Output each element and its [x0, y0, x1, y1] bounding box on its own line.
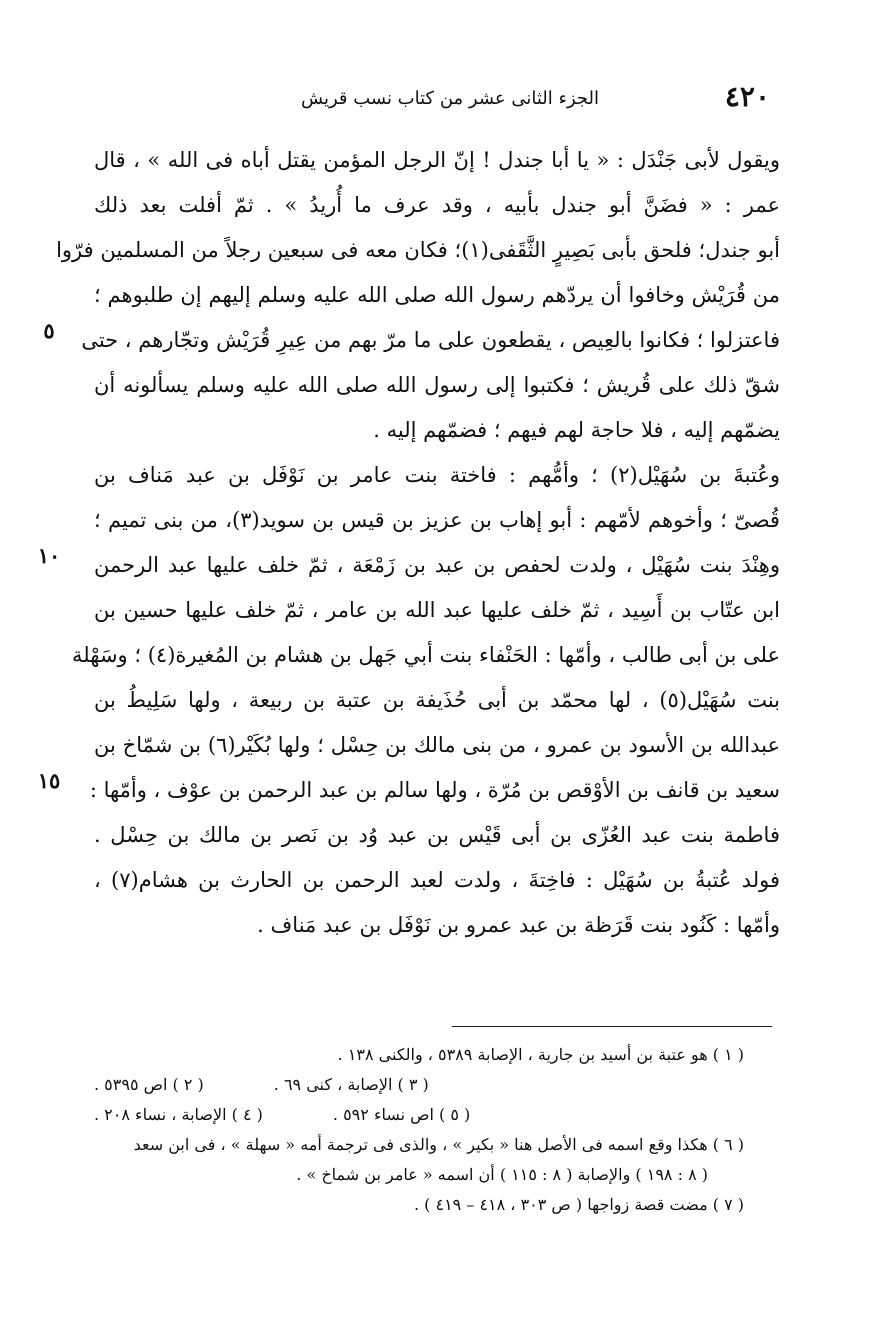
line-number-5: ٥: [43, 318, 55, 343]
text-line: يضمّهم إليه ، فلا حاجة لهم فيهم ؛ فضمّهم إليه .: [373, 418, 780, 442]
footnotes: [94, 1040, 744, 1220]
text-line: فاعتزلوا ؛ فكانوا بالعِيص ، يقطعون على ما مرّ بهم من عِيرِ قُرَيْش وتجّارهم ، حتى: [81, 328, 780, 352]
text-line: أبو جندل؛ فلحق بأبى بَصِيرٍ الثَّقَفى(١)؛ فكان معه فى سبعين رجلاً من المسلمين فرّوا: [56, 238, 780, 262]
page-header: [300, 80, 770, 120]
line-number-10: ١٠: [37, 543, 61, 568]
text-line: ويقول لأبى جَنْدَل : « يا أبا جندل ! إنّ الرجل المؤمن يقتل أباه فى الله » ، قال: [94, 148, 780, 172]
text-line: من قُرَيْش وخافوا أن يردّهم رسول الله صلى الله عليه وسلم إليهم إن طلبوهم ؛: [94, 283, 780, 307]
footnote-rule: [452, 1026, 772, 1027]
footnote-2: ( ٢ ) اص ٥٣٩٥ .: [94, 1075, 204, 1094]
footnote-row: [94, 1100, 744, 1130]
footnote-row: [94, 1070, 744, 1100]
text-line: فولد عُتبةُ بن سُهَيْل : فاخِتةَ ، ولدت لعبد الرحمن بن الحارث بن هشام(٧) ،: [94, 868, 780, 892]
running-title: الجزء الثانى عشر من كتاب نسب قريش: [301, 88, 599, 109]
text-line: ابن عتّاب بن أَسِيد ، ثمّ خلف عليها عبد الله بن عامر ، ثمّ خلف عليها حسين بن: [94, 598, 780, 622]
main-text: [37, 138, 781, 948]
footnote-4: ( ٤ ) الإصابة ، نساء ٢٠٨ .: [94, 1105, 263, 1124]
text-line: على بن أبى طالب ، وأمّها : الحَنْفاء بنت أبي جَهل بن هشام بن المُغيرة(٤) ؛ وسَهْلة: [72, 643, 780, 667]
page-number: ٤٢٠: [724, 80, 770, 113]
footnote-6-continued: ( ٨ : ١٩٨ ) والإصابة ( ٨ : ١١٥ ) أن اسمه « عامر بن شماخ » .: [296, 1165, 708, 1184]
text-line: عبدالله بن الأسود بن عمرو ، من بنى مالك بن حِسْل ؛ ولها بُكَيْر(٦) بن شمّاخ بن: [94, 733, 780, 757]
footnote-5: ( ٥ ) اص نساء ٥٩٢ .: [332, 1105, 471, 1124]
text-line: قُصىّ ؛ وأخوهم لأمّهم : أبو إهاب بن عزيز بن قيس بن سويد(٣)، من بنى تميم ؛: [94, 508, 780, 532]
text-line: وهِنْدَ بنت سُهَيْل ، ولدت لحفص بن عبد بن زَمْعَة ، ثمّ خلف عليها عبد الرحمن: [94, 553, 780, 577]
text-line: فاطمة بنت عبد العُزّى بن أبى قَيْس بن عبد وُد بن نَصر بن مالك بن حِسْل .: [94, 823, 780, 847]
text-line: شقّ ذلك على قُريش ؛ فكتبوا إلى رسول الله صلى الله عليه وسلم يسألونه أن: [94, 373, 780, 397]
footnote-7: ( ٧ ) مضت قصة زواجها ( ص ٣٠٣ ، ٤١٨ – ٤١٩ ) .: [413, 1195, 744, 1214]
footnote-1: ( ١ ) هو عتبة بن أسيد بن جارية ، الإصابة ٥٣٨٩ ، والكنى ١٣٨ .: [337, 1045, 744, 1064]
text-line: وأمّها : كَنُود بنت قَرَظة بن عبد عمرو بن نَوْفَل بن عبد مَناف .: [257, 913, 780, 937]
text-line: بنت سُهَيْل(٥) ، لها محمّد بن أبى حُذَيفة بن عتبة بن ربيعة ، ولها سَلِيطُ بن: [94, 688, 781, 712]
footnote-3: ( ٣ ) الإصابة ، كنى ٦٩ .: [273, 1075, 429, 1094]
text-line: سعيد بن قانف بن الأوْقص بن مُرّة ، ولها سالم بن عبد الرحمن بن عوْف ، وأمّها :: [89, 778, 780, 802]
text-line: وعُتبةَ بن سُهَيْل(٢) ؛ وأمُّهم : فاختة بنت عامر بن نَوْفَل بن عبد مَناف بن: [94, 463, 781, 487]
line-number-15: ١٥: [37, 768, 61, 793]
text-line: عمر : « فضَنَّ أبو جندل بأبيه ، وقد عرف ما أُريدُ » . ثمّ أفلت بعد ذلك: [94, 193, 780, 217]
footnote-6: ( ٦ ) هكذا وقع اسمه فى الأصل هنا « بكير » ، والذى فى ترجمة أمه « سهلة » ، فى ابن سعد: [133, 1135, 744, 1154]
